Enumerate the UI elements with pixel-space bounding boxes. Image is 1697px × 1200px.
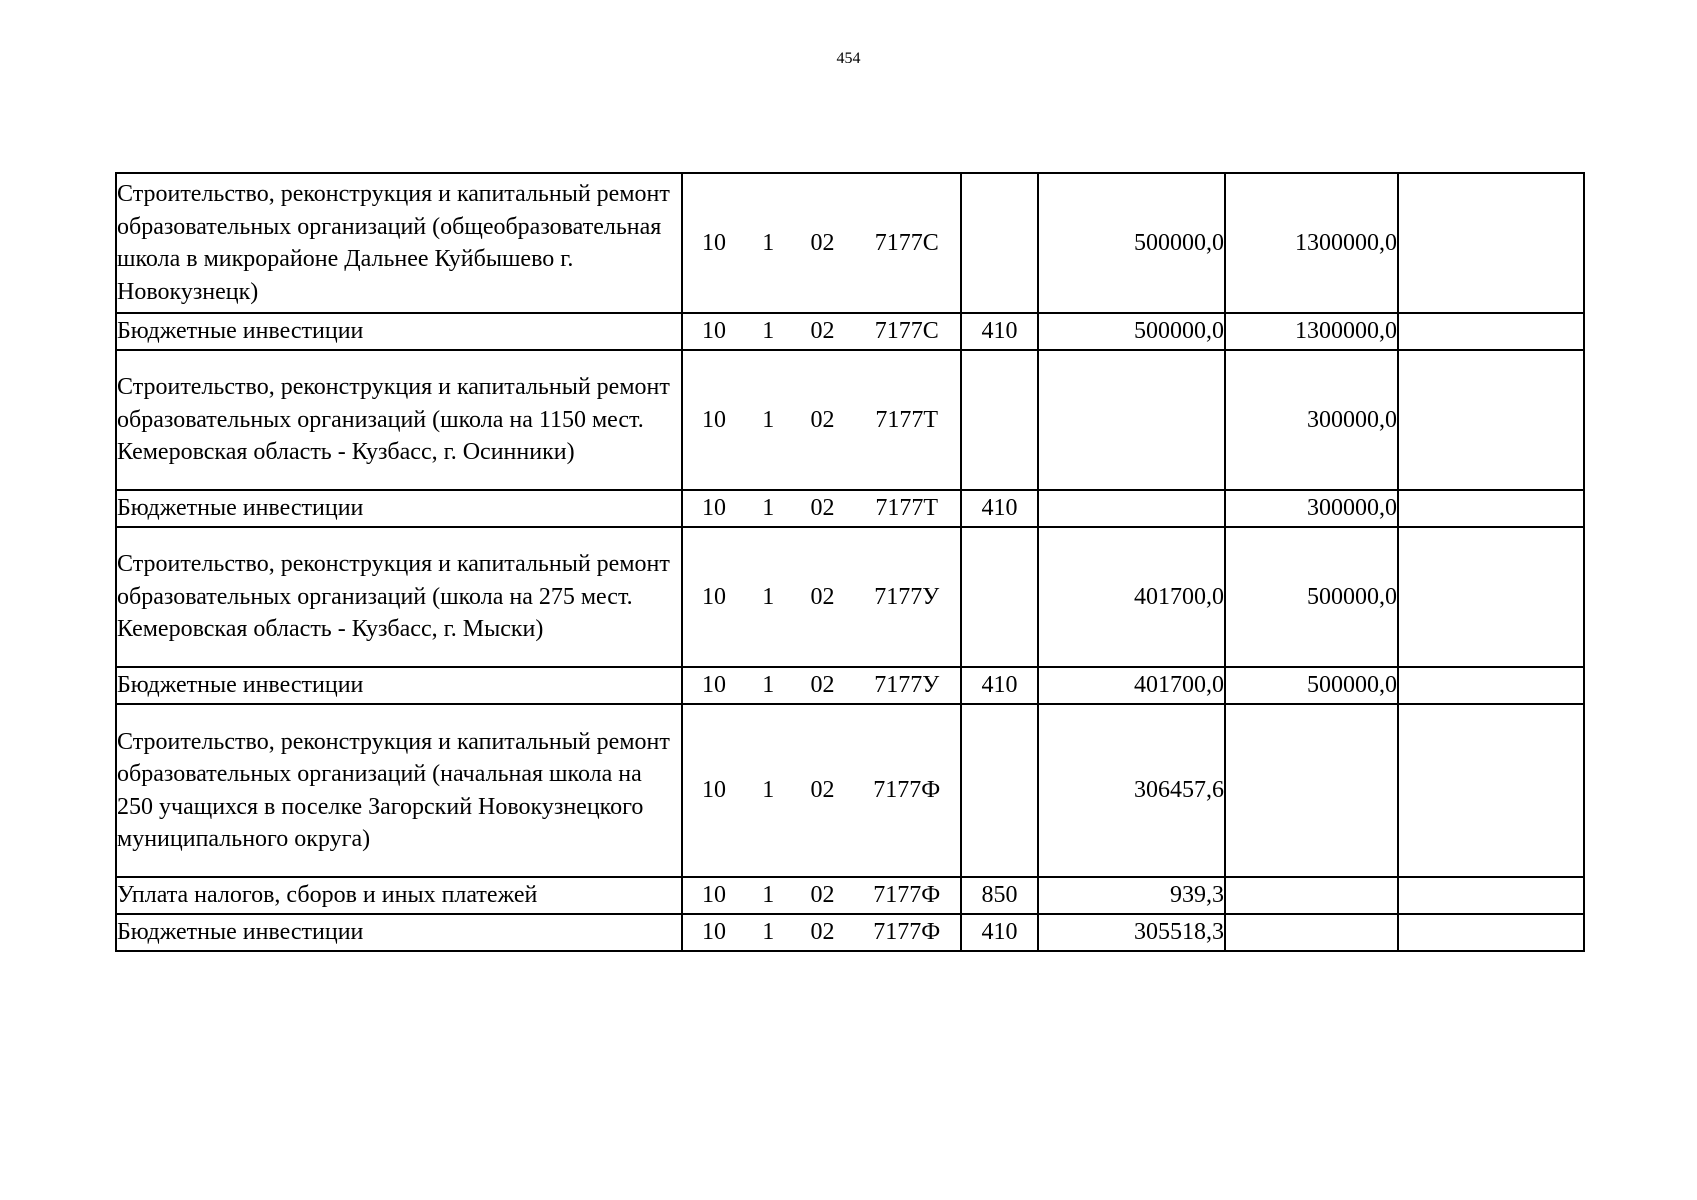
expense-name: Строительство, реконструкция и капитальный ремонт образовательных организаций (общеобразовательная школа в микрорайоне Дальнее Куйбышево г. Новокузнецк) — [116, 173, 682, 313]
program-code: 02 — [810, 882, 835, 908]
amount-year-3 — [1398, 313, 1584, 350]
budget-codes — [682, 914, 961, 951]
expense-name: Строительство, реконструкция и капитальный ремонт образовательных организаций (школа на 275 мест. Кемеровская область - Кузбасс, г. Мыски) — [116, 527, 682, 667]
direction-code: 7177Т — [875, 495, 939, 521]
section-code: 10 — [701, 583, 726, 610]
program-code: 02 — [810, 495, 835, 521]
amount-year-2: 1300000,0 — [1225, 313, 1398, 350]
expense-type-code — [961, 704, 1038, 877]
table-row — [116, 173, 1584, 313]
amount-year-3 — [1398, 527, 1584, 667]
program-code: 02 — [810, 672, 835, 698]
section-code: 10 — [701, 672, 726, 698]
expense-name: Бюджетные инвестиции — [116, 914, 682, 951]
expense-type-code: 410 — [961, 313, 1038, 350]
direction-code: 7177Ф — [873, 919, 941, 945]
budget-codes — [682, 173, 961, 313]
program-code: 02 — [810, 406, 835, 433]
program-code: 02 — [810, 777, 835, 803]
section-code: 10 — [701, 777, 726, 803]
expense-name: Бюджетные инвестиции — [116, 313, 682, 350]
subsection-code: 1 — [762, 583, 775, 610]
amount-year-1: 305518,3 — [1038, 914, 1225, 951]
amount-year-2 — [1225, 704, 1398, 877]
amount-year-3 — [1398, 173, 1584, 313]
budget-codes — [682, 490, 961, 527]
subsection-code: 1 — [762, 672, 775, 698]
direction-code: 7177Ф — [873, 882, 941, 908]
table-row — [116, 877, 1584, 914]
budget-codes — [682, 527, 961, 667]
table-row — [116, 313, 1584, 350]
section-code: 10 — [701, 495, 726, 521]
amount-year-1 — [1038, 350, 1225, 490]
table-row — [116, 490, 1584, 527]
direction-code: 7177Ф — [873, 777, 941, 803]
amount-year-1: 401700,0 — [1038, 527, 1225, 667]
budget-codes — [682, 667, 961, 704]
budget-table — [115, 172, 1585, 952]
expense-name: Бюджетные инвестиции — [116, 490, 682, 527]
expense-type-code — [961, 527, 1038, 667]
expense-type-code: 410 — [961, 490, 1038, 527]
amount-year-2 — [1225, 914, 1398, 951]
subsection-code: 1 — [762, 406, 775, 433]
table-row — [116, 527, 1584, 667]
expense-type-code: 410 — [961, 667, 1038, 704]
budget-codes — [682, 350, 961, 490]
amount-year-1 — [1038, 490, 1225, 527]
section-code: 10 — [701, 406, 726, 433]
amount-year-2: 1300000,0 — [1225, 173, 1398, 313]
page-number: 454 — [836, 50, 861, 67]
table-row — [116, 350, 1584, 490]
budget-codes — [682, 877, 961, 914]
direction-code: 7177У — [874, 583, 940, 610]
amount-year-3 — [1398, 704, 1584, 877]
table-row — [116, 704, 1584, 877]
amount-year-3 — [1398, 877, 1584, 914]
table-row — [116, 914, 1584, 951]
direction-code: 7177Т — [875, 406, 939, 433]
amount-year-3 — [1398, 667, 1584, 704]
amount-year-3 — [1398, 490, 1584, 527]
expense-type-code: 850 — [961, 877, 1038, 914]
direction-code: 7177У — [874, 672, 940, 698]
expense-name: Уплата налогов, сборов и иных платежей — [116, 877, 682, 914]
amount-year-2: 500000,0 — [1225, 527, 1398, 667]
amount-year-2 — [1225, 877, 1398, 914]
table-row — [116, 667, 1584, 704]
subsection-code: 1 — [762, 882, 775, 908]
amount-year-1: 500000,0 — [1038, 313, 1225, 350]
section-code: 10 — [701, 882, 726, 908]
direction-code: 7177С — [874, 229, 939, 256]
amount-year-1: 401700,0 — [1038, 667, 1225, 704]
expense-type-code — [961, 173, 1038, 313]
budget-codes — [682, 313, 961, 350]
amount-year-3 — [1398, 914, 1584, 951]
amount-year-2: 500000,0 — [1225, 667, 1398, 704]
subsection-code: 1 — [762, 495, 775, 521]
amount-year-2: 300000,0 — [1225, 350, 1398, 490]
amount-year-1: 939,3 — [1038, 877, 1225, 914]
subsection-code: 1 — [762, 318, 775, 344]
section-code: 10 — [701, 318, 726, 344]
program-code: 02 — [810, 318, 835, 344]
subsection-code: 1 — [762, 919, 775, 945]
subsection-code: 1 — [762, 229, 775, 256]
amount-year-1: 306457,6 — [1038, 704, 1225, 877]
program-code: 02 — [810, 583, 835, 610]
expense-type-code: 410 — [961, 914, 1038, 951]
amount-year-1: 500000,0 — [1038, 173, 1225, 313]
direction-code: 7177С — [874, 318, 939, 344]
amount-year-2: 300000,0 — [1225, 490, 1398, 527]
section-code: 10 — [701, 229, 726, 256]
expense-name: Бюджетные инвестиции — [116, 667, 682, 704]
expense-name: Строительство, реконструкция и капитальный ремонт образовательных организаций (школа на 1150 мест. Кемеровская область - Кузбасс, г. Осинники) — [116, 350, 682, 490]
section-code: 10 — [701, 919, 726, 945]
expense-type-code — [961, 350, 1038, 490]
program-code: 02 — [810, 229, 835, 256]
budget-codes — [682, 704, 961, 877]
expense-name: Строительство, реконструкция и капитальный ремонт образовательных организаций (начальная школа на 250 учащихся в поселке Загорский Новокузнецкого муниципального округа) — [116, 704, 682, 877]
amount-year-3 — [1398, 350, 1584, 490]
program-code: 02 — [810, 919, 835, 945]
subsection-code: 1 — [762, 777, 775, 803]
